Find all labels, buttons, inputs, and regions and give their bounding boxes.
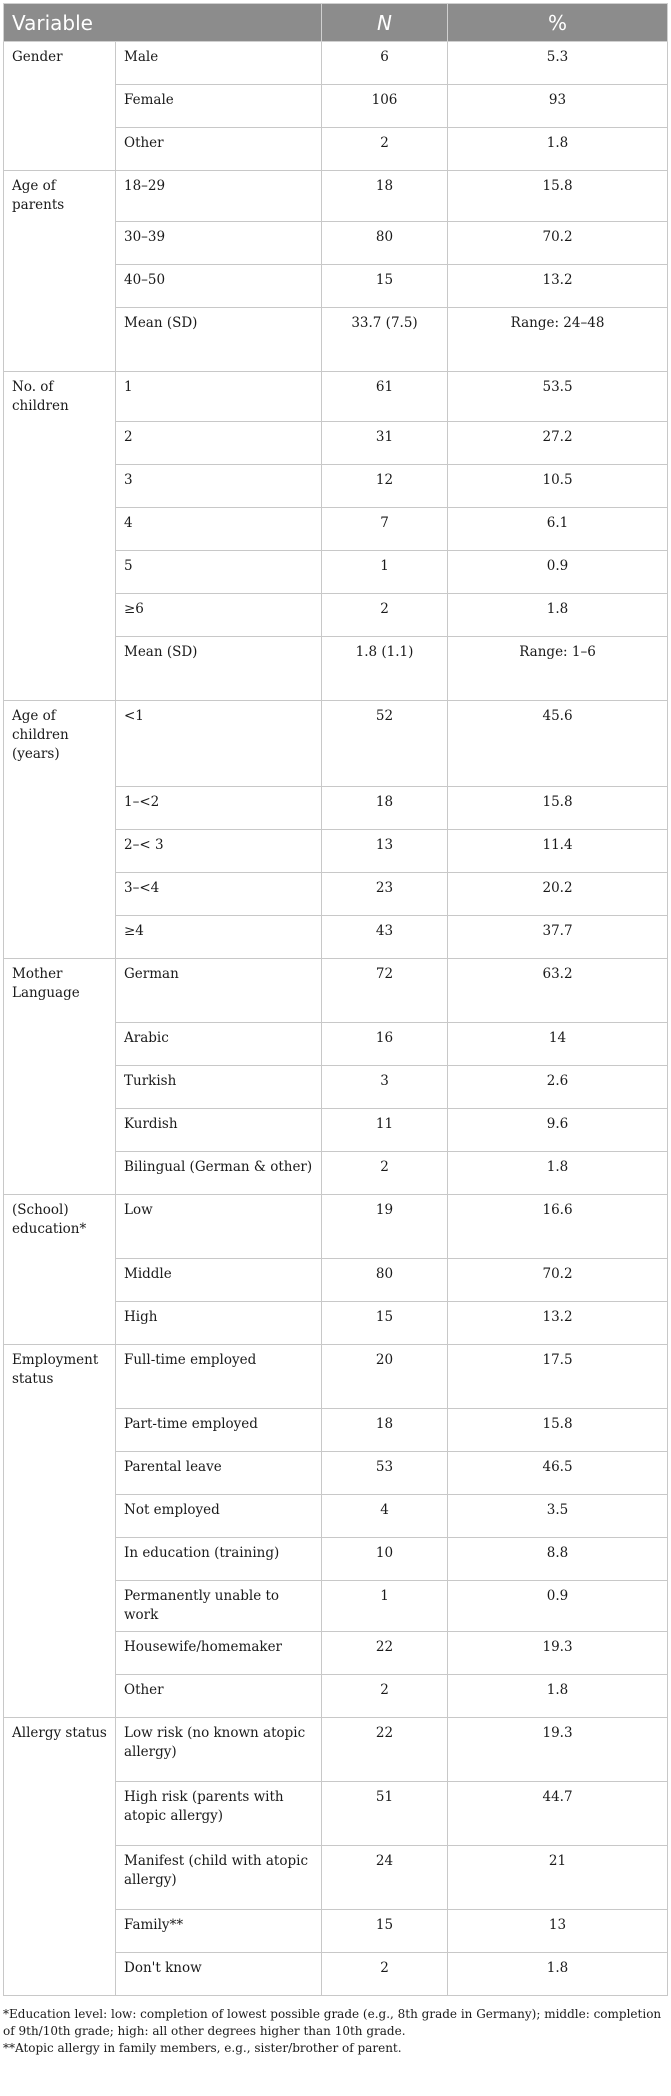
table-row: [4, 959, 668, 1023]
category-cell: Part-time employed: [116, 1409, 322, 1452]
table-row: [4, 1023, 668, 1066]
variable-cell: [4, 830, 116, 873]
table-row: [4, 1910, 668, 1953]
category-cell: Arabic: [116, 1023, 322, 1066]
n-cell: 15: [322, 1910, 448, 1953]
table-row: [4, 307, 668, 371]
category-cell: ≥4: [116, 916, 322, 959]
n-cell: 31: [322, 422, 448, 465]
percent-cell: 93: [448, 85, 668, 128]
category-cell: 30–39: [116, 221, 322, 264]
table-row: [4, 701, 668, 787]
table-row: [4, 1302, 668, 1345]
variable-cell: [4, 1302, 116, 1345]
percent-cell: 1.8: [448, 594, 668, 637]
percent-cell: 15.8: [448, 171, 668, 222]
n-cell: 10: [322, 1538, 448, 1581]
variable-cell: [4, 1452, 116, 1495]
variable-cell: [4, 1066, 116, 1109]
category-cell: Other: [116, 1675, 322, 1718]
n-cell: 2: [322, 128, 448, 171]
category-cell: German: [116, 959, 322, 1023]
n-cell: 15: [322, 264, 448, 307]
table-row: [4, 264, 668, 307]
category-cell: 2–< 3: [116, 830, 322, 873]
table-row: [4, 787, 668, 830]
table-row: [4, 128, 668, 171]
variable-cell: [4, 873, 116, 916]
category-cell: 40–50: [116, 264, 322, 307]
n-cell: 2: [322, 1152, 448, 1195]
n-cell: 6: [322, 42, 448, 85]
percent-cell: 8.8: [448, 1538, 668, 1581]
table-row: [4, 1632, 668, 1675]
table-row: [4, 1953, 668, 1996]
variable-cell: [4, 508, 116, 551]
category-cell: Male: [116, 42, 322, 85]
category-cell: 5: [116, 551, 322, 594]
table-body: [4, 42, 668, 1996]
table-row: [4, 873, 668, 916]
n-cell: 7: [322, 508, 448, 551]
table-row: [4, 422, 668, 465]
percent-cell: 15.8: [448, 1409, 668, 1452]
n-cell: 52: [322, 701, 448, 787]
category-cell: Low risk (no known atopic allergy): [116, 1718, 322, 1782]
category-cell: Permanently unable to work: [116, 1581, 322, 1632]
n-cell: 1: [322, 551, 448, 594]
n-cell: 43: [322, 916, 448, 959]
percent-cell: 16.6: [448, 1195, 668, 1259]
percent-cell: 13.2: [448, 264, 668, 307]
percent-cell: 37.7: [448, 916, 668, 959]
percent-cell: Range: 1–6: [448, 637, 668, 701]
category-cell: High: [116, 1302, 322, 1345]
variable-cell: [4, 1675, 116, 1718]
category-cell: 2: [116, 422, 322, 465]
variable-cell: [4, 128, 116, 171]
variable-cell: [4, 1910, 116, 1953]
n-cell: 80: [322, 221, 448, 264]
variable-cell: [4, 1581, 116, 1632]
variable-cell: [4, 916, 116, 959]
n-cell: 18: [322, 787, 448, 830]
percent-cell: 2.6: [448, 1066, 668, 1109]
category-cell: Low: [116, 1195, 322, 1259]
category-cell: Manifest (child with atopic allergy): [116, 1846, 322, 1910]
category-cell: 18–29: [116, 171, 322, 222]
variable-cell: [4, 1782, 116, 1846]
n-cell: 1: [322, 1581, 448, 1632]
percent-cell: 1.8: [448, 1953, 668, 1996]
variable-cell: [4, 465, 116, 508]
percent-cell: 6.1: [448, 508, 668, 551]
table-row: [4, 1259, 668, 1302]
variable-cell: [4, 221, 116, 264]
variable-cell: Age of parents: [4, 171, 116, 222]
table-row: [4, 221, 668, 264]
variable-cell: Allergy status: [4, 1718, 116, 1782]
percent-cell: 70.2: [448, 1259, 668, 1302]
category-cell: Parental leave: [116, 1452, 322, 1495]
percent-cell: Range: 24–48: [448, 307, 668, 371]
table-row: [4, 1495, 668, 1538]
variable-cell: [4, 85, 116, 128]
percent-cell: 13.2: [448, 1302, 668, 1345]
table-row: [4, 508, 668, 551]
percent-cell: 5.3: [448, 42, 668, 85]
n-cell: 13: [322, 830, 448, 873]
n-cell: 12: [322, 465, 448, 508]
n-cell: 2: [322, 1953, 448, 1996]
n-cell: 18: [322, 1409, 448, 1452]
percent-cell: 13: [448, 1910, 668, 1953]
table-row: [4, 465, 668, 508]
category-cell: Don't know: [116, 1953, 322, 1996]
category-cell: Mean (SD): [116, 307, 322, 371]
table-row: [4, 1109, 668, 1152]
percent-cell: 15.8: [448, 787, 668, 830]
percent-cell: 10.5: [448, 465, 668, 508]
percent-cell: 20.2: [448, 873, 668, 916]
footnote-family: **Atopic allergy in family members, e.g., sister/brother of parent.: [3, 2041, 402, 2055]
variable-cell: [4, 307, 116, 371]
category-cell: Mean (SD): [116, 637, 322, 701]
n-cell: 51: [322, 1782, 448, 1846]
category-cell: Female: [116, 85, 322, 128]
footnote-education: *Education level: low: completion of lowest possible grade (e.g., 8th grade in Germany); middle: completion of 9th/10th grade; high: all other degrees higher than 10th grade.: [3, 2007, 662, 2038]
percent-cell: 0.9: [448, 551, 668, 594]
variable-cell: [4, 1632, 116, 1675]
category-cell: Not employed: [116, 1495, 322, 1538]
percent-cell: 53.5: [448, 371, 668, 422]
table-row: [4, 1675, 668, 1718]
n-cell: 11: [322, 1109, 448, 1152]
variable-cell: [4, 1409, 116, 1452]
variable-cell: Gender: [4, 42, 116, 85]
category-cell: Middle: [116, 1259, 322, 1302]
variable-cell: Mother Language: [4, 959, 116, 1023]
category-cell: Turkish: [116, 1066, 322, 1109]
variable-cell: [4, 1109, 116, 1152]
percent-cell: 45.6: [448, 701, 668, 787]
category-cell: 1–<2: [116, 787, 322, 830]
header-n: N: [322, 4, 448, 42]
variable-cell: (School) education*: [4, 1195, 116, 1259]
percent-cell: 19.3: [448, 1632, 668, 1675]
percent-cell: 19.3: [448, 1718, 668, 1782]
category-cell: 3: [116, 465, 322, 508]
percent-cell: 21: [448, 1846, 668, 1910]
category-cell: ≥6: [116, 594, 322, 637]
percent-cell: 9.6: [448, 1109, 668, 1152]
n-cell: 16: [322, 1023, 448, 1066]
variable-cell: [4, 551, 116, 594]
variable-cell: Age of children (years): [4, 701, 116, 787]
variable-cell: [4, 264, 116, 307]
demographics-table-container: [3, 3, 667, 2057]
variable-cell: [4, 1152, 116, 1195]
category-cell: Other: [116, 128, 322, 171]
table-row: [4, 1782, 668, 1846]
n-cell: 53: [322, 1452, 448, 1495]
table-row: [4, 830, 668, 873]
percent-cell: 3.5: [448, 1495, 668, 1538]
category-cell: 4: [116, 508, 322, 551]
n-cell: 24: [322, 1846, 448, 1910]
n-cell: 3: [322, 1066, 448, 1109]
category-cell: Housewife/homemaker: [116, 1632, 322, 1675]
table-row: [4, 42, 668, 85]
header-variable: Variable: [4, 4, 322, 42]
percent-cell: 14: [448, 1023, 668, 1066]
table-row: [4, 1581, 668, 1632]
percent-cell: 70.2: [448, 221, 668, 264]
table-row: [4, 85, 668, 128]
table-row: [4, 1718, 668, 1782]
table-row: [4, 371, 668, 422]
table-header: [4, 4, 668, 42]
variable-cell: Employment status: [4, 1345, 116, 1409]
table-row: [4, 1452, 668, 1495]
category-cell: Full-time employed: [116, 1345, 322, 1409]
n-cell: 15: [322, 1302, 448, 1345]
table-footnotes: [3, 2006, 667, 2057]
table-row: [4, 594, 668, 637]
n-cell: 18: [322, 171, 448, 222]
table-row: [4, 1066, 668, 1109]
n-cell: 23: [322, 873, 448, 916]
n-cell: 4: [322, 1495, 448, 1538]
variable-cell: [4, 1538, 116, 1581]
variable-cell: [4, 1023, 116, 1066]
n-cell: 106: [322, 85, 448, 128]
n-cell: 22: [322, 1718, 448, 1782]
n-cell: 61: [322, 371, 448, 422]
variable-cell: No. of children: [4, 371, 116, 422]
category-cell: Bilingual (German & other): [116, 1152, 322, 1195]
category-cell: 1: [116, 371, 322, 422]
n-cell: 72: [322, 959, 448, 1023]
variable-cell: [4, 422, 116, 465]
percent-cell: 63.2: [448, 959, 668, 1023]
table-row: [4, 1345, 668, 1409]
table-row: [4, 1846, 668, 1910]
header-percent: %: [448, 4, 668, 42]
n-cell: 2: [322, 594, 448, 637]
percent-cell: 17.5: [448, 1345, 668, 1409]
table-row: [4, 637, 668, 701]
variable-cell: [4, 787, 116, 830]
percent-cell: 1.8: [448, 128, 668, 171]
percent-cell: 46.5: [448, 1452, 668, 1495]
n-cell: 33.7 (7.5): [322, 307, 448, 371]
variable-cell: [4, 594, 116, 637]
n-cell: 2: [322, 1675, 448, 1718]
percent-cell: 1.8: [448, 1152, 668, 1195]
variable-cell: [4, 1953, 116, 1996]
percent-cell: 0.9: [448, 1581, 668, 1632]
table-row: [4, 1409, 668, 1452]
table-row: [4, 916, 668, 959]
category-cell: Kurdish: [116, 1109, 322, 1152]
category-cell: Family**: [116, 1910, 322, 1953]
n-cell: 1.8 (1.1): [322, 637, 448, 701]
n-cell: 19: [322, 1195, 448, 1259]
demographics-table: [3, 3, 668, 1996]
table-row: [4, 551, 668, 594]
variable-cell: [4, 637, 116, 701]
category-cell: In education (training): [116, 1538, 322, 1581]
variable-cell: [4, 1846, 116, 1910]
table-row: [4, 1538, 668, 1581]
n-cell: 22: [322, 1632, 448, 1675]
variable-cell: [4, 1495, 116, 1538]
table-row: [4, 1195, 668, 1259]
table-row: [4, 171, 668, 222]
variable-cell: [4, 1259, 116, 1302]
category-cell: <1: [116, 701, 322, 787]
category-cell: 3–<4: [116, 873, 322, 916]
percent-cell: 44.7: [448, 1782, 668, 1846]
percent-cell: 11.4: [448, 830, 668, 873]
n-cell: 80: [322, 1259, 448, 1302]
table-row: [4, 1152, 668, 1195]
percent-cell: 27.2: [448, 422, 668, 465]
n-cell: 20: [322, 1345, 448, 1409]
percent-cell: 1.8: [448, 1675, 668, 1718]
category-cell: High risk (parents with atopic allergy): [116, 1782, 322, 1846]
